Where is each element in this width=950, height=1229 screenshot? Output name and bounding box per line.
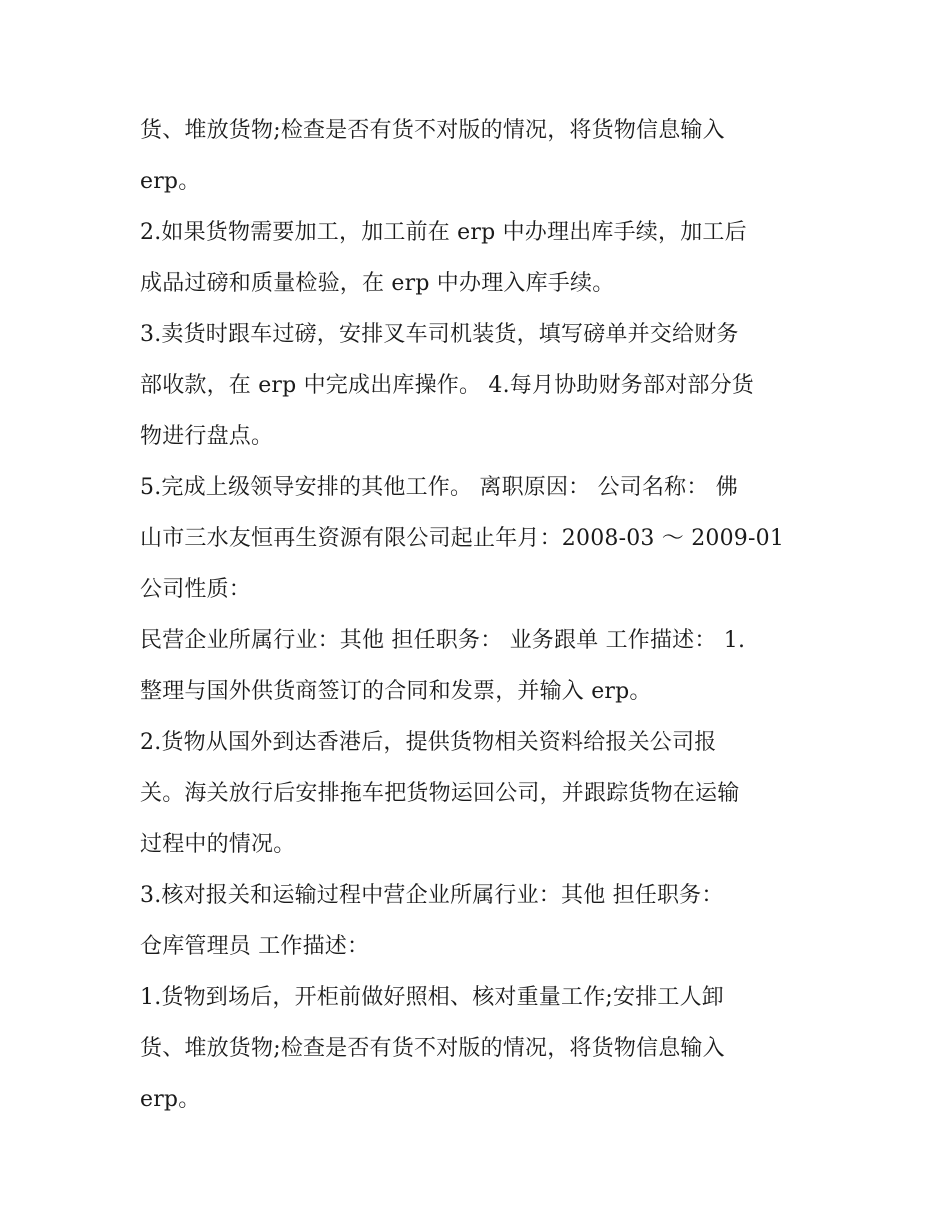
text-line: 2.如果货物需要加工，加工前在 erp 中办理出库手续，加工后 xyxy=(140,220,747,245)
text-line: 5.完成上级领导安排的其他工作。 离职原因： 公司名称： 佛 xyxy=(140,475,738,500)
text-line: 货、堆放货物;检查是否有货不对版的情况，将货物信息输入 xyxy=(140,1036,725,1061)
text-line: 成品过磅和质量检验，在 erp 中办理入库手续。 xyxy=(140,271,615,296)
text-line: 3.卖货时跟车过磅，安排叉车司机装货，填写磅单并交给财务 xyxy=(140,322,739,347)
document-body xyxy=(140,105,820,1125)
text-line: 2.货物从国外到达香港后，提供货物相关资料给报关公司报 xyxy=(140,730,717,755)
text-line: 公司性质： xyxy=(140,577,252,602)
text-line: 物进行盘点。 xyxy=(140,424,274,449)
text-line: erp。 xyxy=(140,169,201,194)
text-line: 部收款，在 erp 中完成出库操作。 4.每月协助财务部对部分货 xyxy=(140,373,754,398)
text-line: erp。 xyxy=(140,1087,201,1112)
text-line: 民营企业所属行业：其他 担任职务： 业务跟单 工作描述： 1. xyxy=(140,628,746,653)
text-line: 过程中的情况。 xyxy=(140,832,296,857)
text-line: 整理与国外供货商签订的合同和发票，并输入 erp。 xyxy=(140,679,652,704)
text-line: 仓库管理员 工作描述： xyxy=(140,934,370,959)
text-line: 货、堆放货物;检查是否有货不对版的情况，将货物信息输入 xyxy=(140,118,725,143)
text-line: 关。海关放行后安排拖车把货物运回公司，并跟踪货物在运输 xyxy=(140,781,740,806)
text-line: 1.货物到场后，开柜前做好照相、核对重量工作;安排工人卸 xyxy=(140,985,725,1010)
text-line: 3.核对报关和运输过程中营企业所属行业：其他 担任职务： xyxy=(140,883,724,908)
text-line: 山市三水友恒再生资源有限公司起止年月：2008-03 ～ 2009-01 xyxy=(140,526,785,551)
